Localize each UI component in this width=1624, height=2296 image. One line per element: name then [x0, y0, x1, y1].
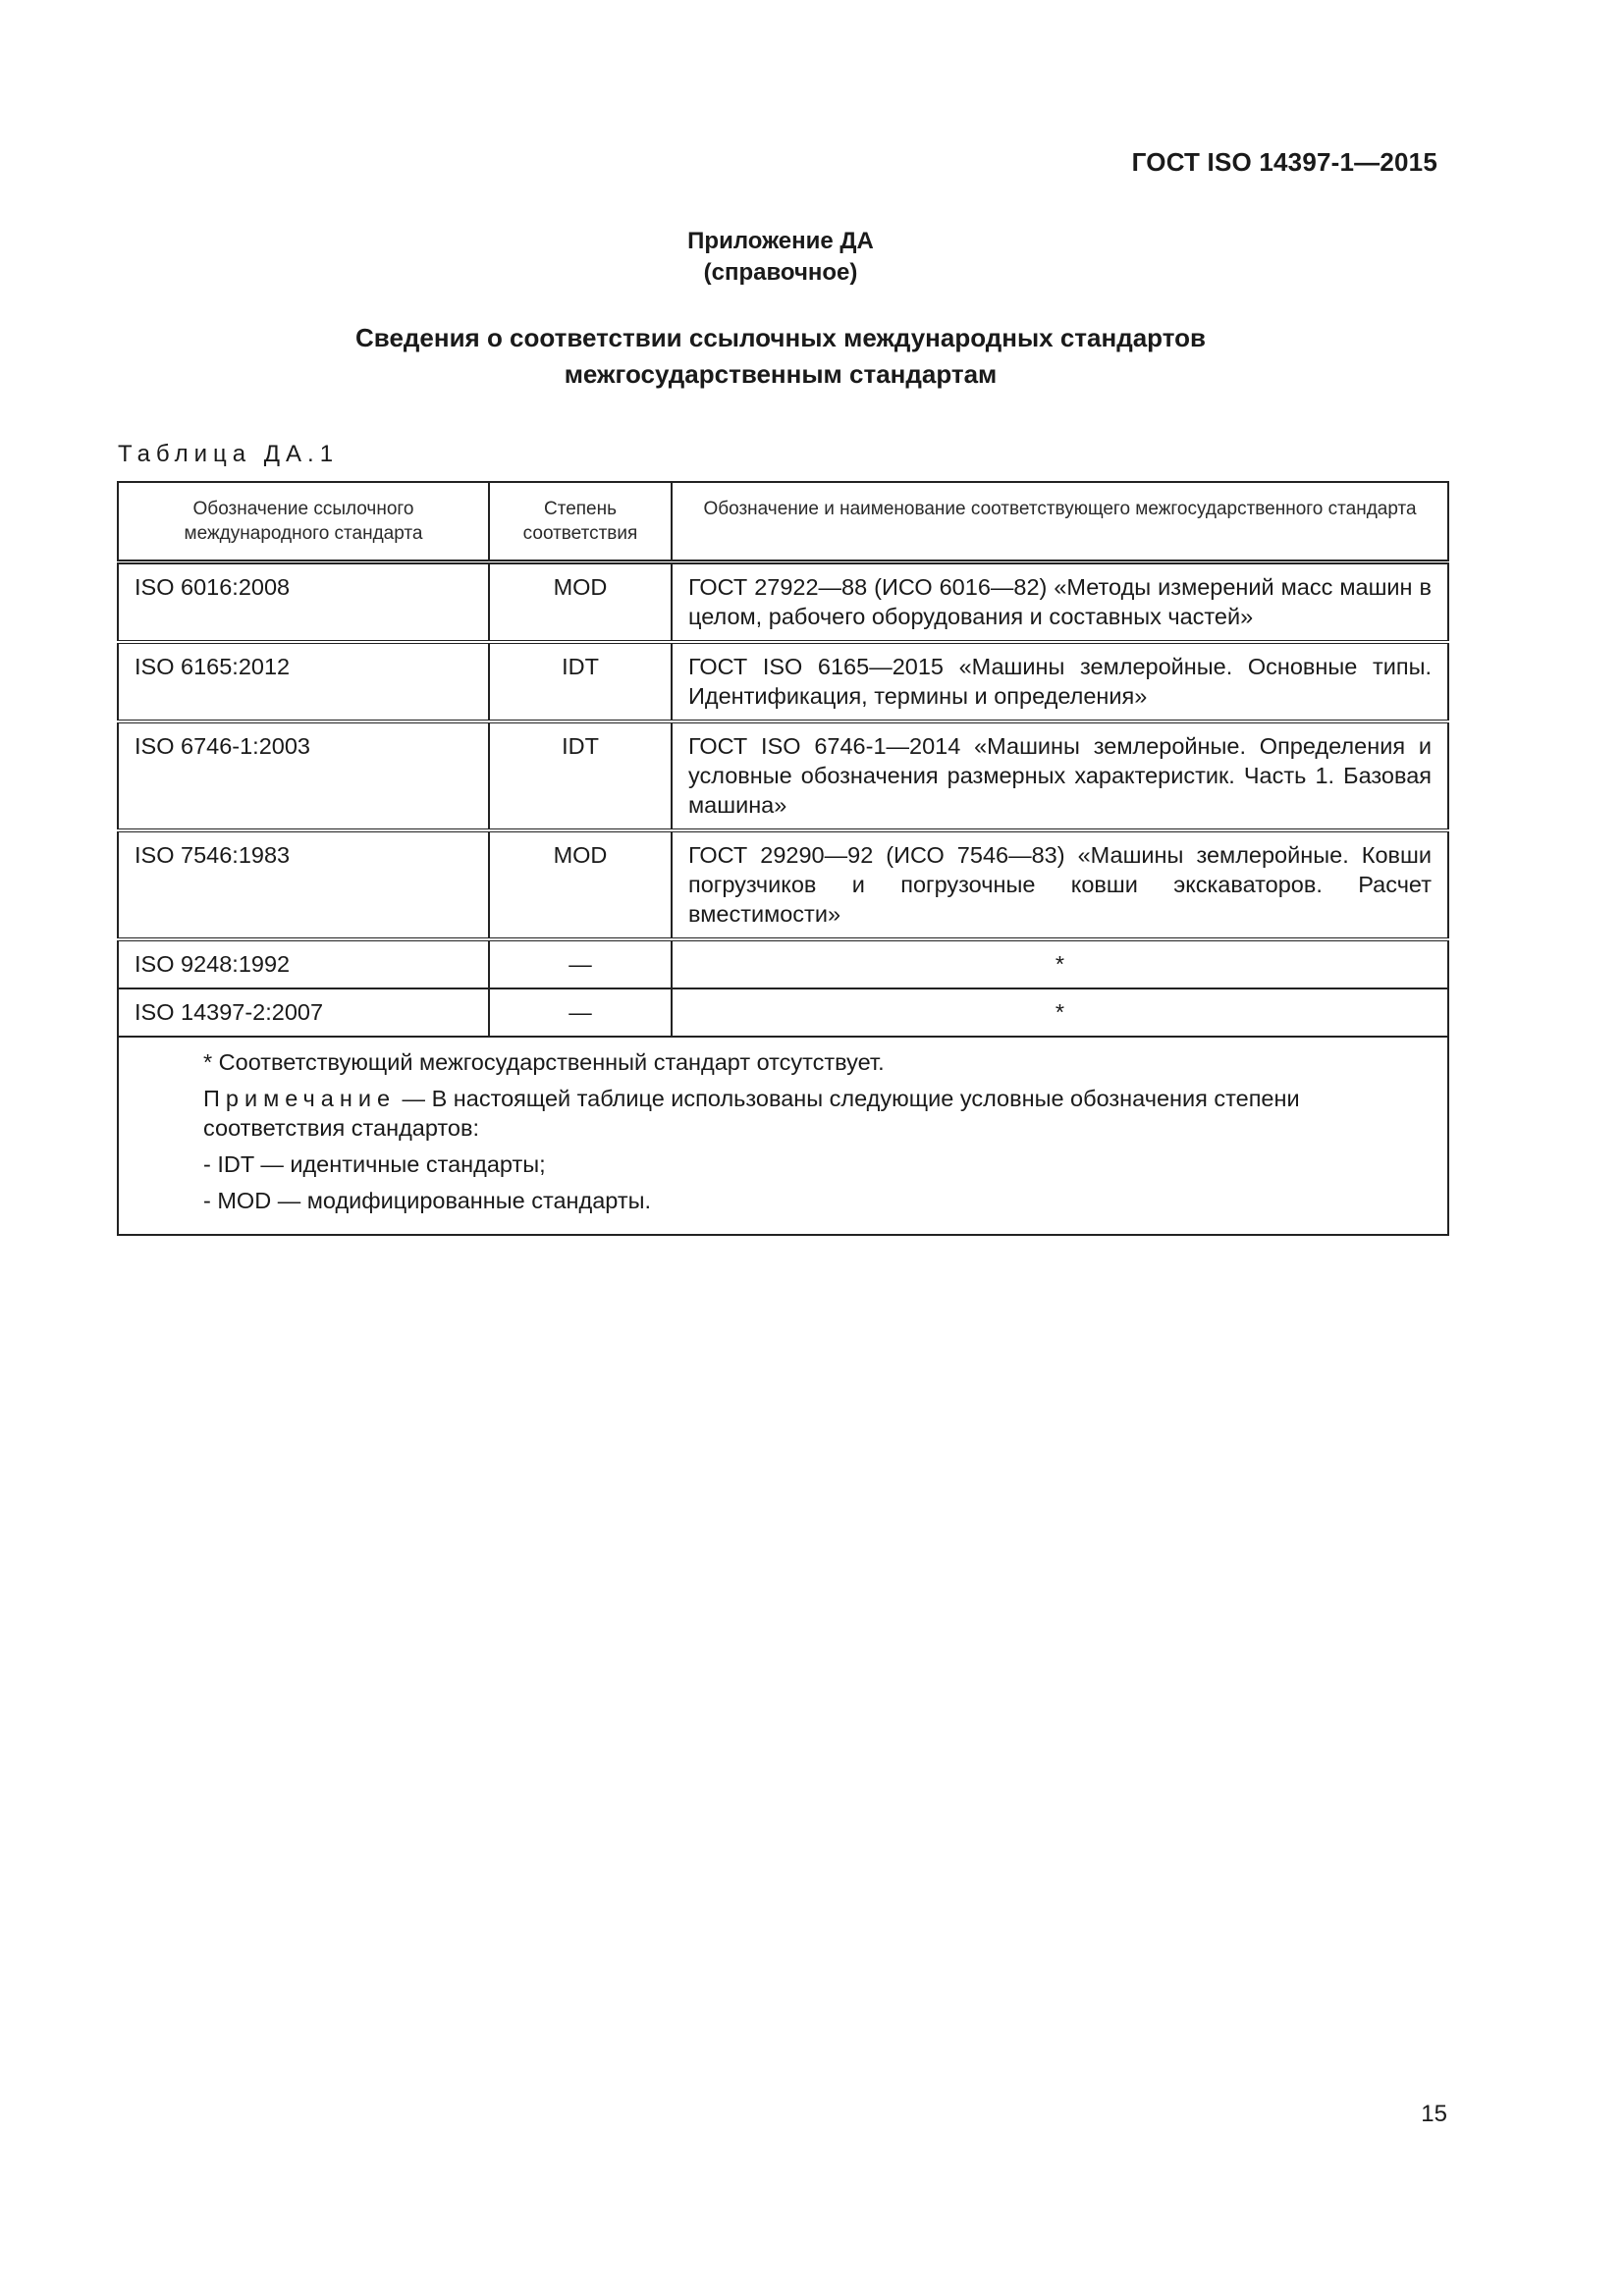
cell-description: ГОСТ ISO 6165—2015 «Машины землеройные. Основные типы. Идентификация, термины и определения»	[672, 642, 1448, 721]
column-header-degree: Степень соответствия	[489, 482, 672, 562]
cell-degree: —	[489, 939, 672, 988]
cell-degree: IDT	[489, 721, 672, 830]
cell-description: *	[672, 939, 1448, 988]
cell-description: ГОСТ 29290—92 (ИСО 7546—83) «Машины землеройные. Ковши погрузчиков и погрузочные ковши экскаваторов. Расчет вместимости»	[672, 830, 1448, 939]
annex-title: Приложение ДА	[687, 228, 874, 254]
legend-item: - MOD — модифицированные стандарты.	[203, 1188, 652, 1213]
note	[135, 1084, 1432, 1143]
table-row	[118, 562, 1448, 643]
table-caption-text: Таблица ДА.1	[118, 441, 340, 467]
table-notes	[118, 1037, 1448, 1235]
table-row	[118, 939, 1448, 988]
cell-description: ГОСТ 27922—88 (ИСО 6016—82) «Методы измерений масс машин в целом, рабочего оборудования и составных частей»	[672, 562, 1448, 643]
column-header-code: Обозначение ссылочного международного стандарта	[118, 482, 489, 562]
annex-heading-line-1: Сведения о соответствии ссылочных международных стандартов	[355, 323, 1206, 352]
cell-code: ISO 7546:1983	[118, 830, 489, 939]
table-row	[118, 988, 1448, 1037]
annex-heading-line-2: межгосударственным стандартам	[564, 359, 998, 389]
column-header-description: Обозначение и наименование соответствующего межгосударственного стандарта	[672, 482, 1448, 562]
cell-degree: MOD	[489, 830, 672, 939]
note-text: — В настоящей таблице использованы следующие условные обозначения степени соответствия стандартов:	[203, 1086, 1300, 1141]
cell-code: ISO 6746-1:2003	[118, 721, 489, 830]
cell-code: ISO 6016:2008	[118, 562, 489, 643]
annex-heading	[0, 320, 1561, 393]
cell-code: ISO 9248:1992	[118, 939, 489, 988]
document-code: ГОСТ ISO 14397-1—2015	[1131, 147, 1437, 177]
table-header-row	[118, 482, 1448, 562]
cell-code: ISO 14397-2:2007	[118, 988, 489, 1037]
table-row	[118, 830, 1448, 939]
annex-subtitle: (справочное)	[703, 259, 858, 286]
standards-table	[117, 481, 1449, 1236]
cell-description: ГОСТ ISO 6746-1—2014 «Машины землеройные. Определения и условные обозначения размерных характеристик. Часть 1. Базовая машина»	[672, 721, 1448, 830]
table-row	[118, 721, 1448, 830]
page-number: 15	[1421, 2101, 1447, 2127]
cell-degree: IDT	[489, 642, 672, 721]
cell-degree: MOD	[489, 562, 672, 643]
cell-degree: —	[489, 988, 672, 1037]
footnote: * Соответствующий межгосударственный стандарт отсутствует.	[203, 1049, 885, 1075]
table-row	[118, 642, 1448, 721]
cell-code: ISO 6165:2012	[118, 642, 489, 721]
table-caption	[118, 441, 339, 468]
annex-header	[0, 226, 1561, 289]
table-notes-row	[118, 1037, 1448, 1235]
legend-item: - IDT — идентичные стандарты;	[203, 1151, 546, 1177]
note-label: Примечание	[203, 1086, 397, 1111]
cell-description: *	[672, 988, 1448, 1037]
table-container	[117, 481, 1447, 1236]
